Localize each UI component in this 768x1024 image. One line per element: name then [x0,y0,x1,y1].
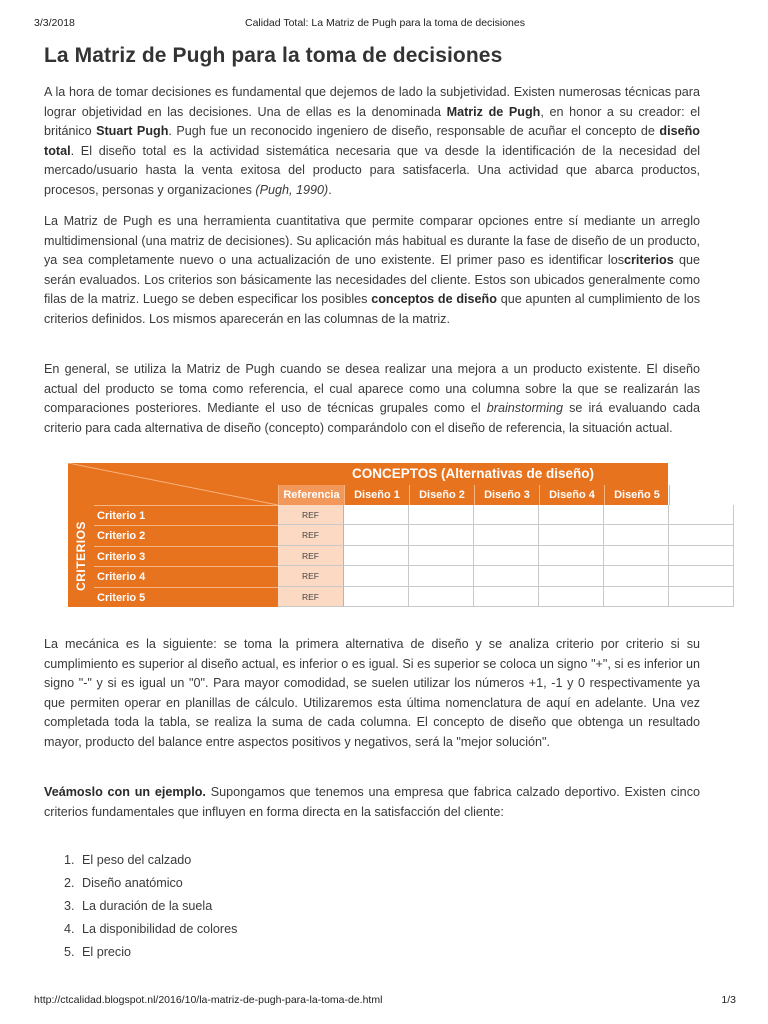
row-header: Criterio 4 [94,566,278,586]
list-number: 5. [64,945,75,959]
page-url: http://ctcalidad.blogspot.nl/2016/10/la-matriz-de-pugh-para-la-toma-de.html [34,994,383,1006]
pugh-matrix-table [68,463,725,607]
text: , en honor a su creador: el británico [44,104,700,138]
ref-cell: REF [278,566,344,586]
list-number: 2. [64,876,75,890]
matrix-cell [669,505,734,525]
text: . El diseño total es la actividad sistemática necesaria que va desde la identificación de la necesidad del mercado/usuario hasta la venta exitosa del producto para satisfacerla. Una actividad que abarca productos, procesos, personas y organizaciones [44,143,700,197]
bold-term: Matriz de Pugh [446,104,541,119]
matrix-cell [539,505,604,525]
list-text: El peso del calzado [82,853,192,867]
list-number: 3. [64,899,75,913]
bold-term: Stuart Pugh [96,124,169,138]
page-number: 1/3 [721,994,736,1006]
matrix-cell [669,546,734,566]
matrix-cell [474,505,539,525]
list-number: 4. [64,922,75,936]
column-header: Diseño 3 [474,485,539,505]
matrix-cell [539,566,604,586]
matrix-cell [669,566,734,586]
citation: (Pugh, 1990) [255,182,329,197]
column-header: Diseño 2 [409,485,474,505]
matrix-cell [409,505,474,525]
criteria-vertical-header [68,505,94,607]
text: En general, se utiliza la Matriz de Pugh cuando se desea realizar una mejora a un producto existente. El diseño actual del producto se toma como referencia, el cual aparece como una columna sobre la que se realizarán las comparaciones posteriores. Mediante el uso de técnicas grupales como el [44,362,700,415]
matrix-cell [409,566,474,586]
matrix-cell [474,525,539,545]
matrix-cell [409,546,474,566]
text: Supongamos que tenemos una empresa que fabrica calzado deportivo. Existen cinco criterios fundamentales que influyen en forma directa en la satisfacción del cliente: [44,785,700,819]
bold-term: criterios [624,253,674,267]
matrix-cell [344,587,409,607]
print-date: 3/3/2018 [34,17,75,29]
print-header [34,17,736,31]
row-header: Criterio 1 [94,505,278,525]
ref-cell: REF [278,505,344,525]
matrix-cell [409,587,474,607]
ref-cell: REF [278,587,344,607]
paragraph-definition [44,212,700,329]
paragraph-intro [44,83,700,200]
paragraph-usage [44,360,700,438]
matrix-cell [344,505,409,525]
list-number: 1. [64,853,75,867]
text: La Matriz de Pugh es una herramienta cuantitativa que permite comparar opciones entre sí mediante un arreglo multidimensional (una matriz de decisiones). Su aplicación más habitual es durante la fase de diseño de un producto, ya sea completamente nuevo o una actualización de uno existente. El primer paso es identificar los [44,214,700,267]
column-header: Diseño 5 [604,485,669,505]
row-header: Criterio 3 [94,546,278,566]
matrix-cell [474,546,539,566]
column-header: Referencia [278,485,344,505]
list-item [64,851,237,874]
matrix-cell [539,546,604,566]
print-footer [34,994,736,1008]
matrix-cell [539,587,604,607]
list-item [64,897,237,920]
matrix-cell [344,525,409,545]
matrix-cell [539,525,604,545]
ref-cell: REF [278,546,344,566]
matrix-cell [604,566,669,586]
column-header: Diseño 6 [669,485,734,505]
text: A la hora de tomar decisiones es fundamental que dejemos de lado la subjetividad. Existen numerosas técnicas para lograr objetividad en las decisiones. Una de ellas es la denominada [44,85,700,119]
matrix-cell [474,587,539,607]
criteria-list [64,851,237,966]
text: que serán evaluados. Los criterios son básicamente las necesidades del cliente. Estos son ubicados generalmente como filas de la matriz. Luego se deben especificar los posibles [44,253,700,306]
list-text: La duración de la suela [82,899,213,913]
list-text: La disponibilidad de colores [82,922,238,936]
ref-cell: REF [278,525,344,545]
matrix-cell [344,546,409,566]
text: . [328,182,332,197]
row-header: Criterio 2 [94,525,278,545]
matrix-grid [278,505,668,607]
matrix-cell [669,587,734,607]
matrix-cell [604,525,669,545]
bold-term: diseño total [44,124,700,158]
diagonal-corner [68,463,278,505]
print-title: Calidad Total: La Matriz de Pugh para la toma de decisiones [245,17,525,29]
matrix-cell [669,525,734,545]
italic-term: brainstorming [486,401,564,415]
column-header: Diseño 4 [539,485,604,505]
list-item [64,874,237,897]
list-text: El precio [82,945,131,959]
column-header: Diseño 1 [344,485,409,505]
paragraph-mechanics: La mecánica es la siguiente: se toma la primera alternativa de diseño y se analiza criterio por criterio si su cumplimiento es superior al diseño actual, es inferior o es igual. Si es superior se coloca un signo "+", si es inferior un signo "-" y si es igual un "0". Para mayor comodidad, se suelen utilizar los números +1, -1 y 0 respectivamente ya que permiten operar en planillas de cálculo. Utilizaremos esta última nomenclatura de aquí en adelante. Una vez completada toda la tabla, se realiza la suma de cada columna. El concepto de diseño que obtenga un resultado mayor, producto del balance entre aspectos positivos y negativos, será la "mejor solución". [44,637,700,749]
text: . Pugh fue un reconocido ingeniero de diseño, responsable de acuñar el concepto de [168,124,660,138]
diagonal-line [68,463,278,505]
matrix-cell [409,525,474,545]
list-item [64,920,237,943]
matrix-cell [604,546,669,566]
text: se irá evaluando cada criterio para cada alternativa de diseño (concepto) comparándolo con el diseño de referencia, la situación actual. [44,401,701,435]
matrix-cell [344,566,409,586]
bold-term: conceptos de diseño [371,292,497,306]
matrix-cell [604,505,669,525]
row-header: Criterio 5 [94,587,278,607]
paragraph-example [44,783,700,822]
list-text: Diseño anatómico [82,876,183,890]
text: que apunten al cumplimiento de los criterios definidos. Los mismos aparecerán en las columnas de la matriz. [44,292,701,326]
matrix-cell [474,566,539,586]
criteria-label: CRITERIOS [74,521,88,591]
bold-lead: Veámoslo con un ejemplo. [44,785,206,799]
article-title: La Matriz de Pugh para la toma de decisiones [44,44,503,67]
list-item [64,943,237,966]
concepts-header: CONCEPTOS (Alternativas de diseño) [351,466,595,481]
matrix-cell [604,587,669,607]
